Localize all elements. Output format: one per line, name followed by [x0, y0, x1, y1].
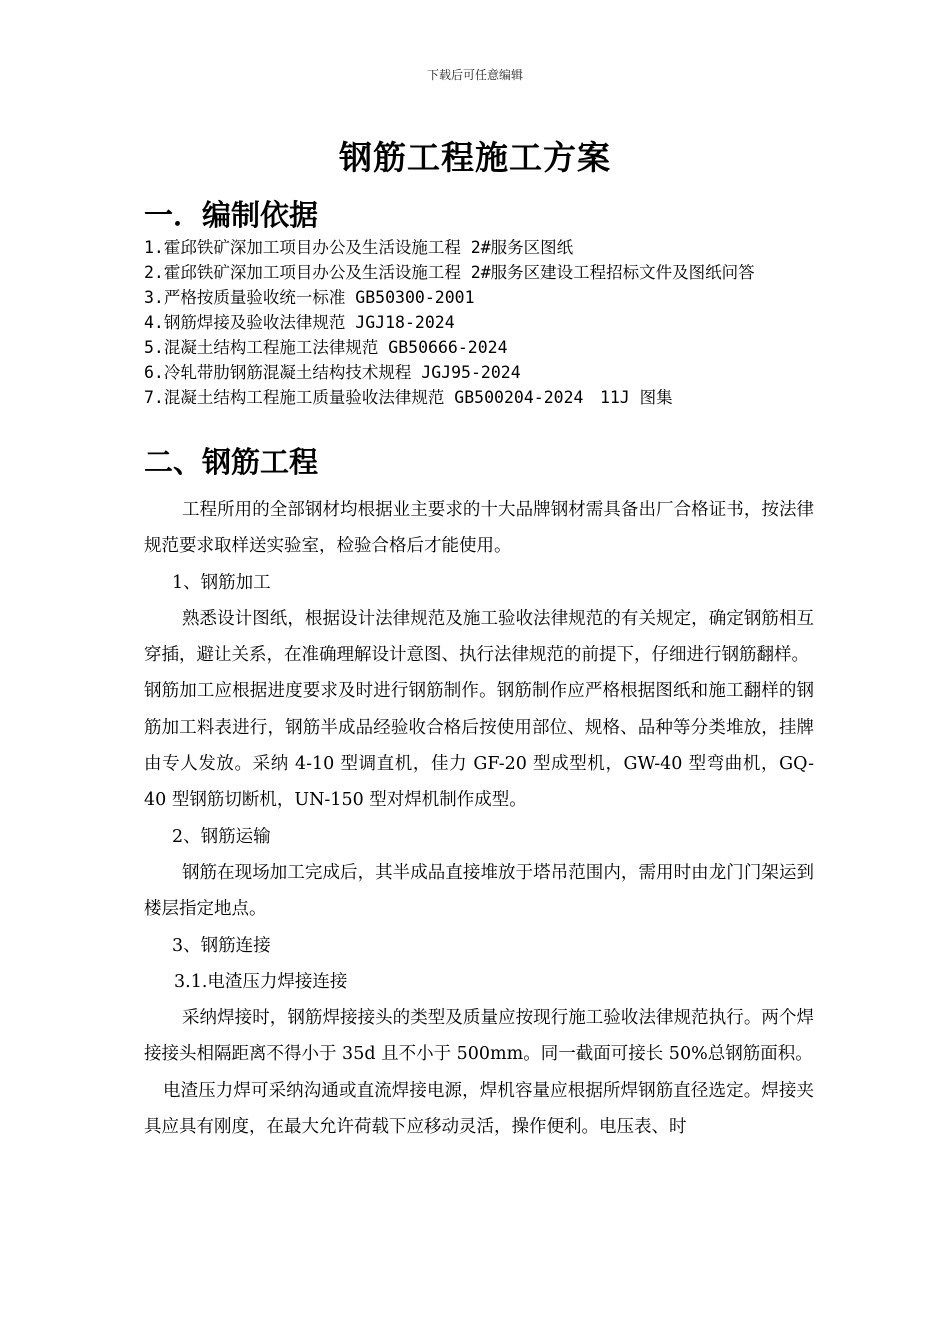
subheading-transport: 2、钢筋运输 [172, 826, 271, 847]
subheading-connection: 3、钢筋连接 [172, 935, 271, 956]
document-title: 钢筋工程施工方案 [339, 138, 611, 177]
list-item: 6.冷轧带肋钢筋混凝土结构技术规程 JGJ95-2024 [144, 363, 521, 382]
processing-paragraph-2: 钢筋加工应根据进度要求及时进行钢筋制作。钢筋制作应严格根据图纸和施工翻样的钢筋加工料表进行，钢筋半成品经验收合格后按使用部位、规格、品种等分类堆放，挂牌由专人发放。采纳 4-10 型调直机，佳力 GF-20 型成型机，GW-40 型弯曲机，GQ-40 型钢筋切断机，UN-150 型对焊机制作成型。 [144, 681, 814, 811]
subheading-processing: 1、钢筋加工 [172, 572, 271, 593]
subheading-electroslag-welding: 3.1.电渣压力焊接连接 [174, 971, 348, 992]
list-item: 3.严格按质量验收统一标准 GB50300-2001 [144, 288, 475, 307]
list-item: 5.混凝土结构工程施工法律规范 GB50666-2024 [144, 338, 508, 357]
section-heading-rebar: 二、钢筋工程 [144, 445, 319, 479]
welding-paragraph-1: 采纳焊接时，钢筋焊接接头的类型及质量应按现行施工验收法律规范执行。两个焊接接头相隔距离不得小于 35d 且不小于 500mm。同一截面可接长 50%总钢筋面积。 [144, 1008, 814, 1065]
header-note: 下载后可任意编辑 [426, 68, 523, 82]
processing-paragraph-1: 熟悉设计图纸，根据设计法律规范及施工验收法律规范的有关规定，确定钢筋相互穿插，避让关系，在准确理解设计意图、执行法律规范的前提下，仔细进行钢筋翻样。 [144, 608, 814, 666]
list-item: 7.混凝土结构工程施工质量验收法律规范 GB500204-2024 11J 图集 [144, 388, 673, 407]
section-heading-basis: 一．编制依据 [144, 198, 319, 232]
transport-paragraph: 钢筋在现场加工完成后，其半成品直接堆放于塔吊范围内，需用时由龙门门架运到楼层指定地点。 [144, 862, 814, 920]
welding-paragraph-2: 电渣压力焊可采纳沟通或直流焊接电源，焊机容量应根据所焊钢筋直径选定。焊接夹具应具有刚度，在最大允许荷载下应移动灵活，操作便利。电压表、时 [144, 1080, 814, 1138]
list-item: 1.霍邱铁矿深加工项目办公及生活设施工程 2#服务区图纸 [144, 238, 574, 257]
list-item: 2.霍邱铁矿深加工项目办公及生活设施工程 2#服务区建设工程招标文件及图纸问答 [144, 263, 755, 282]
intro-paragraph: 工程所用的全部钢材均根据业主要求的十大品牌钢材需具备出厂合格证书，按法律规范要求取样送实验室，检验合格后才能使用。 [144, 500, 814, 557]
list-item: 4.钢筋焊接及验收法律规范 JGJ18-2024 [144, 313, 455, 332]
section-body [144, 492, 814, 1145]
basis-list [144, 235, 824, 410]
